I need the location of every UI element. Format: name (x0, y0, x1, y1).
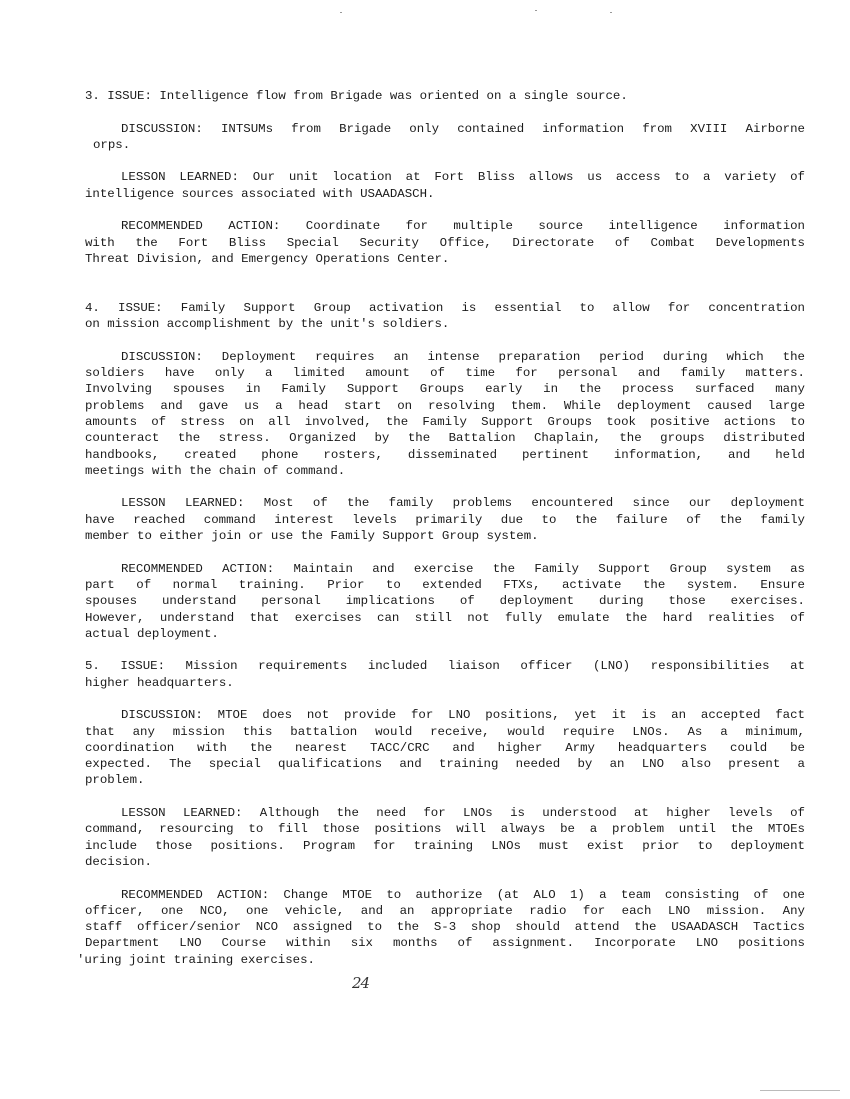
scan-speck (760, 1090, 840, 1091)
paragraph (85, 707, 805, 788)
paragraph (77, 887, 805, 968)
text-line: orps. (93, 137, 131, 152)
scan-speck (610, 12, 612, 13)
text-line: that any mission this battalion would receive, would require LNOs. As a minimum, (85, 724, 805, 739)
text-line: amounts of stress on all involved, the Family Support Groups took positive actions to (85, 414, 805, 429)
text-line: RECOMMENDED ACTION: Change MTOE to authorize (at ALO 1) a team consisting of one (121, 887, 805, 902)
text-line: handbooks, created phone rosters, disseminated pertinent information, and held (85, 447, 805, 462)
text-line: DISCUSSION: INTSUMs from Brigade only contained information from XVIII Airborne (121, 121, 805, 136)
text-line: actual deployment. (85, 626, 219, 641)
paragraph (85, 495, 805, 544)
text-line: problem. (85, 773, 145, 788)
scan-speck (535, 10, 537, 11)
paragraph (85, 218, 805, 267)
text-line: Involving spouses in Family Support Groups early in the process surfaced many (85, 382, 805, 397)
text-line: have reached command interest levels primarily due to the failure of the family (85, 512, 805, 527)
paragraph (85, 658, 805, 691)
text-line: RECOMMENDED ACTION: Maintain and exercise the Family Support Group system as (121, 561, 805, 576)
text-line: 5. ISSUE: Mission requirements included liaison officer (LNO) responsibilities at (85, 659, 805, 674)
text-line: DISCUSSION: MTOE does not provide for LNO positions, yet it is an accepted fact (121, 708, 805, 723)
text-line: member to either join or use the Family Support Group system. (85, 529, 539, 544)
text-line: However, understand that exercises can still not fully emulate the hard realities of (85, 610, 805, 625)
paragraph (85, 561, 805, 642)
text-line: meetings with the chain of command. (85, 463, 346, 478)
text-line: higher headquarters. (85, 675, 234, 690)
text-line: staff officer/senior NCO assigned to the S-3 shop should attend the USAADASCH Tactics (85, 920, 805, 935)
text-line: Department LNO Course within six months of assignment. Incorporate LNO positions (85, 936, 805, 951)
paragraph (85, 349, 805, 479)
text-line: decision. (85, 854, 152, 869)
paragraph (85, 88, 805, 104)
text-line: counteract the stress. Organized by the Battalion Chaplain, the groups distributed (85, 431, 805, 446)
text-line: RECOMMENDED ACTION: Coordinate for multiple source intelligence information (121, 219, 805, 234)
text-line: 3. ISSUE: Intelligence flow from Brigade was oriented on a single source. (85, 89, 628, 103)
text-line: officer, one NCO, one vehicle, and an appropriate radio for each LNO mission. Any (85, 903, 805, 918)
text-line: intelligence sources associated with USAADASCH. (85, 186, 435, 201)
scan-speck (340, 12, 342, 13)
text-line: spouses understand personal implications of deployment during those exercises. (85, 594, 805, 609)
text-line: LESSON LEARNED: Our unit location at Fort Bliss allows us access to a variety of (121, 170, 805, 185)
text-line: LESSON LEARNED: Although the need for LNOs is understood at higher levels of (121, 806, 805, 821)
text-line: Threat Division, and Emergency Operations Center. (85, 251, 450, 266)
paragraph (85, 121, 805, 154)
text-line: problems and gave us a head start on resolving them. While deployment caused large (85, 398, 805, 413)
text-line: with the Fort Bliss Special Security Office, Directorate of Combat Developments (85, 235, 805, 250)
text-line: include those positions. Program for training LNOs must exist prior to deployment (85, 838, 805, 853)
text-line: expected. The special qualifications and training needed by an LNO also present a (85, 757, 805, 772)
text-line: soldiers have only a limited amount of time for personal and family matters. (85, 366, 805, 381)
paragraph (85, 169, 805, 202)
text-line: command, resourcing to fill those positions will always be a problem until the MTOEs (85, 822, 805, 837)
document-body (77, 88, 805, 984)
text-line: coordination with the nearest TACC/CRC and higher Army headquarters could be (85, 740, 805, 755)
text-line: on mission accomplishment by the unit's soldiers. (85, 317, 450, 332)
text-line: DISCUSSION: Deployment requires an intense preparation period during which the (121, 349, 805, 364)
text-line: LESSON LEARNED: Most of the family problems encountered since our deployment (121, 496, 805, 511)
text-line: 4. ISSUE: Family Support Group activation is essential to allow for concentration (85, 300, 805, 315)
text-line: part of normal training. Prior to extended FTXs, activate the system. Ensure (85, 577, 805, 592)
text-line: 'uring joint training exercises. (77, 952, 315, 967)
paragraph (85, 805, 805, 870)
page-number: 24 (352, 974, 370, 992)
paragraph (85, 300, 805, 333)
